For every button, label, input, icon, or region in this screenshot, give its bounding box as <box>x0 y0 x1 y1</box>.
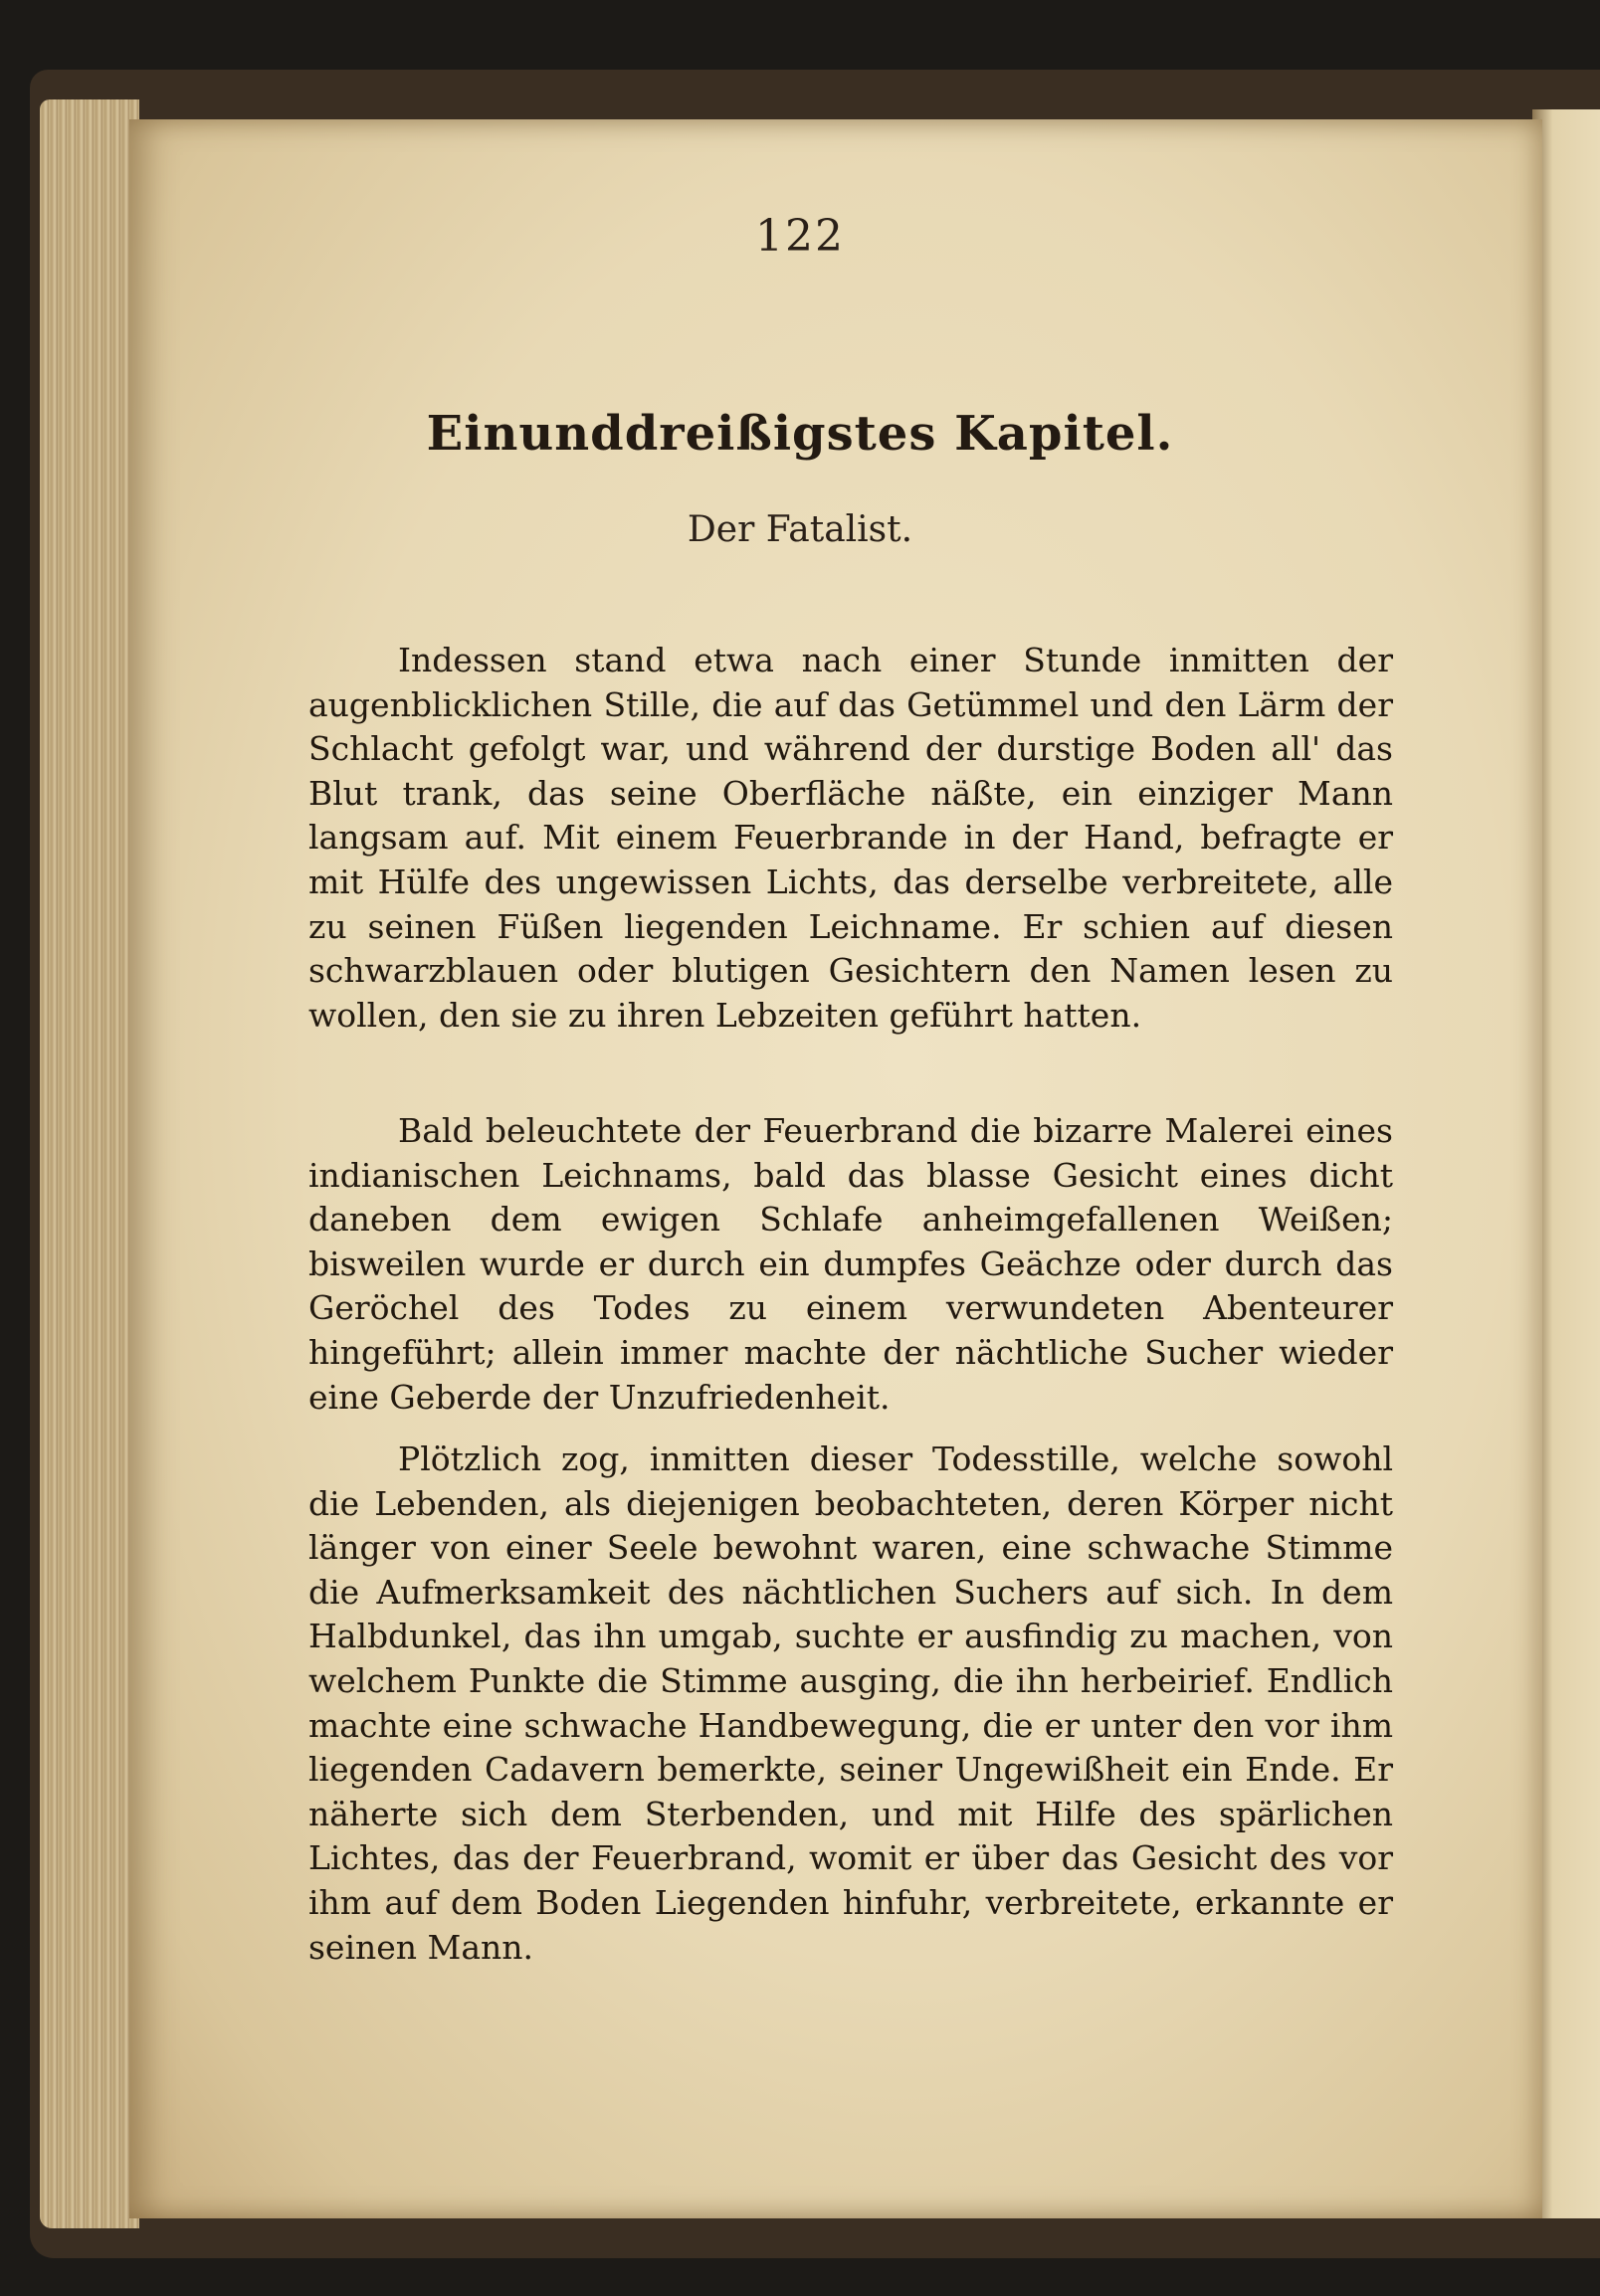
body-paragraph: Bald beleuchtete der Feuerbrand die bizarre Malerei eines indianischen Leichnams, bald das blasse Gesicht eines dicht daneben dem ewigen Schlafe anheimgefallenen Weißen; bisweilen wurde er durch ein dumpfes Geächze oder durch das Geröchel des Todes zu einem verwundeten Abenteurer hingeführt; allein immer machte der nächtliche Sucher wieder eine Geberde der Unzufriedenheit. <box>308 1111 1393 1417</box>
chapter-title: Einunddreißigstes Kapitel. <box>426 406 1174 462</box>
chapter-subtitle: Der Fatalist. <box>687 509 913 550</box>
page-number: 122 <box>755 211 845 262</box>
body-paragraph: Indessen stand etwa nach einer Stunde inmitten der augenblicklichen Stille, die auf das Getümmel und den Lärm der Schlacht gefolgt war, und während der durstige Boden all' das Blut trank, das seine Oberfläche näßte, ein einziger Mann langsam auf. Mit einem Feuerbrande in der Hand, befragte er mit Hülfe des ungewissen Lichts, das derselbe verbreitete, alle zu seinen Füßen liegenden Leichname. Er schien auf diesen schwarzblauen oder blutigen Gesichtern den Namen lesen zu wollen, den sie zu ihren Lebzeiten geführt hatten. <box>308 641 1393 1035</box>
body-paragraph: Plötzlich zog, inmitten dieser Todesstille, welche sowohl die Lebenden, als diejenigen beobachteten, deren Körper nicht länger von einer Seele bewohnt waren, eine schwache Stimme die Aufmerksamkeit des nächtlichen Suchers auf sich. In dem Halbdunkel, das ihn umgab, suchte er ausfindig zu machen, von welchem Punkte die Stimme ausging, die ihn herbeirief. Endlich machte eine schwache Handbewegung, die er unter den vor ihm liegenden Cadavern bemerkte, seiner Ungewißheit ein Ende. Er näherte sich dem Sterbenden, und mit Hilfe des spärlichen Lichtes, das der Feuerbrand, womit er über das Gesicht des vor ihm auf dem Boden Liegenden hinfuhr, verbreitete, erkannte er seinen Mann. <box>308 1439 1393 1967</box>
